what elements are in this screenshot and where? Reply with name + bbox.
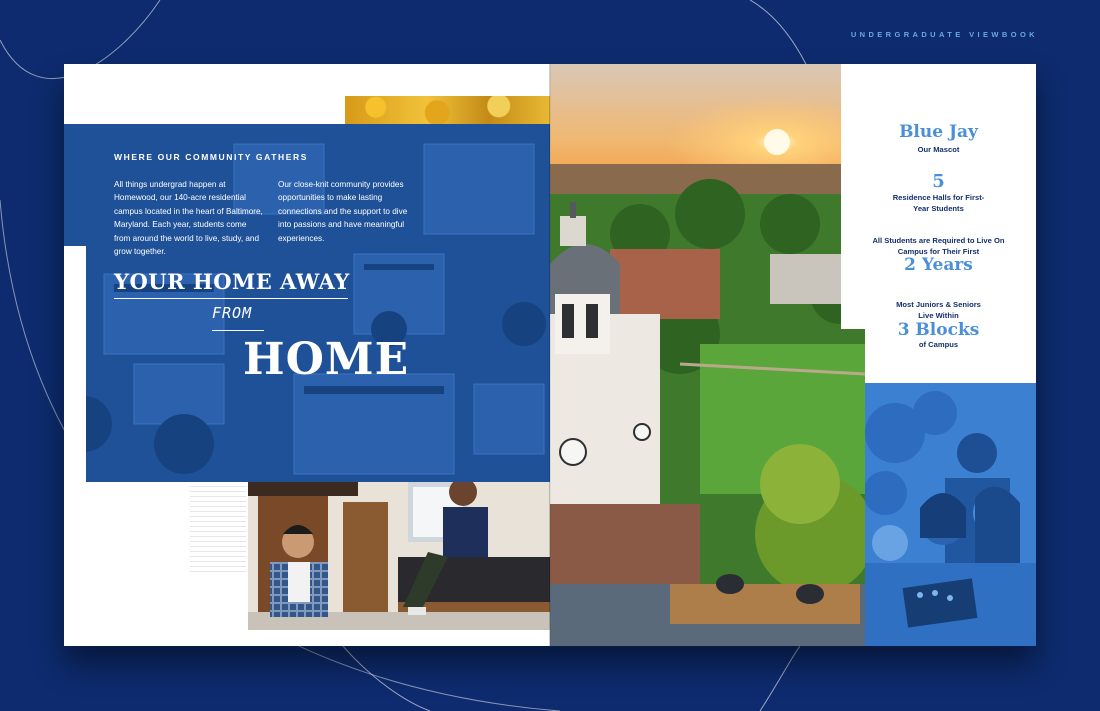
stat-halls-label: Residence Halls for First-Year Students <box>892 193 985 213</box>
section-kicker: WHERE OUR COMMUNITY GATHERS <box>114 152 308 162</box>
book-spine <box>549 64 551 646</box>
dorm-room-students-photo <box>248 482 550 630</box>
stat-years-value: 2 Years <box>904 255 973 275</box>
viewbook-label: UNDERGRADUATE VIEWBOOK <box>850 30 1038 39</box>
headline-rule-1 <box>114 298 348 299</box>
intro-paragraph-1: All things undergrad happen at Homewood, our 140-acre residential campus located in the heart of Baltimore, Maryland. Each year, students come from around the world to live, study, and grow together. <box>114 180 263 257</box>
stat-blocks-value: 3 Blocks <box>897 320 980 340</box>
decorative-stripes <box>190 486 246 576</box>
autumn-foliage-photo <box>345 96 550 124</box>
headline-your-home-away: YOUR HOME AWAY <box>114 269 350 294</box>
page-cutout <box>64 246 86 482</box>
intro-paragraph-2: Our close-knit community provides opportunities to make lasting connections and the support to dive into passions and have meaningful experiences. <box>278 180 408 243</box>
headline-home: HOME <box>243 334 410 385</box>
headline-from: FROM <box>212 304 253 322</box>
headline-rule-2 <box>212 330 264 331</box>
students-group-photo <box>865 383 1036 646</box>
stat-halls-value: 5 <box>932 171 945 192</box>
stat-mascot-label: Our Mascot <box>917 145 960 154</box>
stat-blocks-label: Most Juniors & Seniors Live Within <box>896 300 981 320</box>
clock-tower-sunset-photo <box>550 64 865 646</box>
stat-blocks-sub: of Campus <box>918 340 959 349</box>
stat-mascot-value: Blue Jay <box>899 122 978 142</box>
stat-years-label: All Students are Required to Live On Campus for Their First <box>872 236 1005 256</box>
